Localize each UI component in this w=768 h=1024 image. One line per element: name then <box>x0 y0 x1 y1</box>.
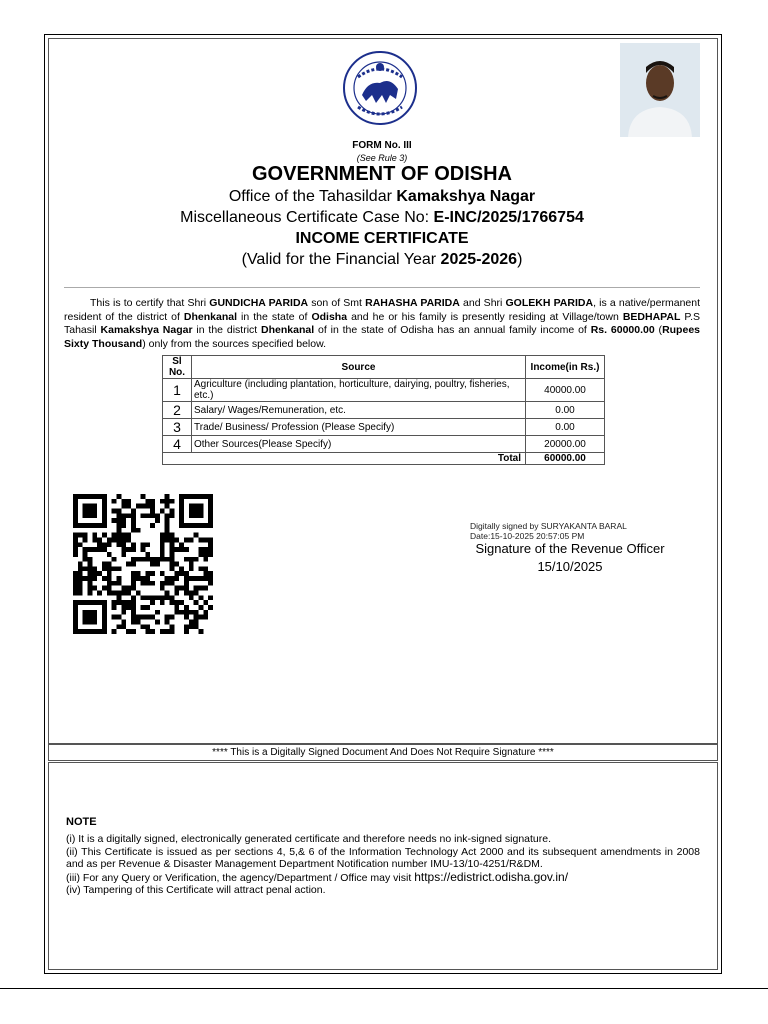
row-sl: 2 <box>163 402 192 419</box>
row-source: Agriculture (including plantation, horticulture, dairying, poultry, fisheries, etc.) <box>192 379 526 402</box>
table-row <box>163 436 605 453</box>
edistrict-link[interactable]: https://edistrict.odisha.gov.in/ <box>414 869 569 884</box>
valid-prefix: (Valid for the Financial Year <box>241 251 441 268</box>
village-name: BEDHAPAL <box>622 310 681 323</box>
certify-text: ( <box>654 324 663 336</box>
office-name: Kamakshya Nagar <box>396 188 536 205</box>
row-source: Salary/ Wages/Remuneration, etc. <box>192 402 526 419</box>
validity-line <box>48 251 716 269</box>
total-label: Total <box>163 453 526 465</box>
row-sl: 1 <box>163 379 192 402</box>
row-source: Trade/ Business/ Profession (Please Specify) <box>192 419 526 436</box>
valid-suffix: ) <box>517 251 523 268</box>
certify-text: and he or his family is presently residing at Village/town <box>347 310 623 323</box>
table-header-row <box>163 356 605 379</box>
header-source: Source <box>192 356 526 379</box>
note-list <box>66 833 700 897</box>
case-line <box>48 209 716 227</box>
district-name: Dhenkanal <box>183 310 238 323</box>
note-item <box>66 871 700 885</box>
header-divider <box>64 287 700 288</box>
applicant-name: GUNDICHA PARIDA <box>209 297 309 309</box>
form-number: FORM No. III <box>352 140 412 151</box>
note-item: (i) It is a digitally signed, electronically generated certificate and therefore needs no ink-signed signature. <box>66 833 552 845</box>
certify-text: This is to certify that Shri <box>90 297 210 309</box>
certify-text: son of Smt <box>308 297 366 309</box>
valid-year: 2025-2026 <box>440 251 518 268</box>
case-number: E-INC/2025/1766754 <box>433 209 584 226</box>
page-bottom-rule <box>0 988 768 989</box>
note-item-text: (iii) For any Query or Verification, the agency/Department / Office may visit <box>66 871 415 884</box>
digital-signed-date: Date:15-10-2025 20:57:05 PM <box>470 531 585 541</box>
table-row <box>163 402 605 419</box>
signature-block <box>470 540 670 576</box>
certificate-title: INCOME CERTIFICATE <box>295 230 469 247</box>
row-income: 0.00 <box>526 419 605 436</box>
table-total-row <box>163 453 605 465</box>
certify-text: ) only from the sources specified below. <box>142 337 327 350</box>
header-sl: Sl No. <box>163 356 192 379</box>
table-row <box>163 419 605 436</box>
certify-text: and Shri <box>459 297 506 309</box>
row-income: 40000.00 <box>526 379 605 402</box>
note-item: (ii) This Certificate is issued as per sections 4, 5,& 6 of the Information Technology Act 2000 and its subsequent amendments in 2008 and as per Revenue & Disaster Management Department Notification number IMU-13/10-4251/R&DM. <box>66 845 700 870</box>
note-heading: NOTE <box>66 816 97 828</box>
certify-text: in the state of <box>237 310 312 323</box>
signature-date: 15/10/2025 <box>537 559 603 574</box>
total-value: 60000.00 <box>526 453 605 465</box>
office-line <box>48 188 716 206</box>
office-prefix: Office of the Tahasildar <box>228 188 397 205</box>
row-income: 0.00 <box>526 402 605 419</box>
certify-text: of in the state of Odisha has an annual family income of <box>314 324 591 336</box>
see-rule: (See Rule 3) <box>356 153 408 163</box>
applicant-photo <box>620 43 700 137</box>
qr-code <box>70 494 216 634</box>
row-source: Other Sources(Please Specify) <box>192 436 526 453</box>
header-income: Income(in Rs.) <box>526 356 605 379</box>
certify-text: in the district <box>192 324 262 336</box>
government-title: GOVERNMENT OF ODISHA <box>251 163 512 185</box>
certify-text: P.S Tahasil <box>64 310 700 336</box>
certify-paragraph <box>64 297 700 351</box>
income-source-table <box>162 355 605 465</box>
row-income: 20000.00 <box>526 436 605 453</box>
row-sl: 3 <box>163 419 192 436</box>
father-name: GOLEKH PARIDA <box>505 297 594 309</box>
case-prefix: Miscellaneous Certificate Case No: <box>180 209 434 226</box>
tahasil-name: Kamakshya Nagar <box>100 324 193 336</box>
state-name: Odisha <box>311 310 348 323</box>
note-item: (iv) Tampering of this Certificate will attract penal action. <box>66 884 326 896</box>
certify-text: , is a native/permanent resident of the district of <box>64 297 700 323</box>
row-sl: 4 <box>163 436 192 453</box>
income-amount-words: Rupees Sixty Thousand <box>64 324 700 350</box>
odisha-emblem-icon <box>340 43 420 133</box>
table-row <box>163 379 605 402</box>
mother-name: RAHASHA PARIDA <box>365 297 460 309</box>
signature-label: Signature of the Revenue Officer <box>475 541 665 556</box>
income-amount: Rs. 60000.00 <box>590 324 655 336</box>
digital-signed-by: Digitally signed by SURYAKANTA BARAL <box>470 521 627 531</box>
digital-signature <box>470 521 627 541</box>
digitally-signed-banner: **** This is a Digitally Signed Document And Does Not Require Signature **** <box>48 744 718 761</box>
district-name-2: Dhenkanal <box>261 324 315 336</box>
